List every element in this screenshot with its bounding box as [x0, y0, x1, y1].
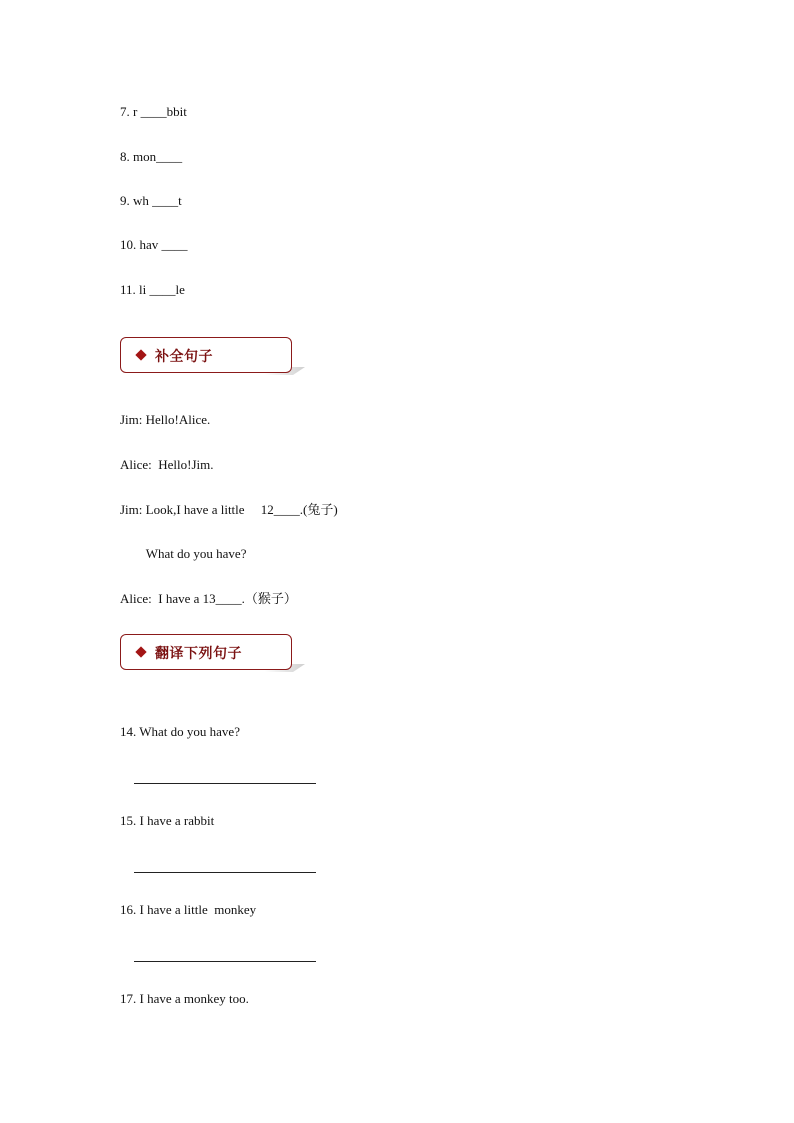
blank-item-8: 8. mon____ [120, 149, 183, 164]
blank-item-9: 9. wh ____t [120, 193, 182, 208]
translate-item-15: 15. I have a rabbit [120, 813, 215, 828]
section-header-translate [120, 634, 292, 670]
answer-line [134, 961, 316, 962]
blank-item-11: 11. li ____le [120, 282, 185, 297]
section-title: 翻译下列句子 [155, 646, 242, 662]
dialogue-line-3: Jim: Look,I have a little 12____.(兔子) [120, 502, 338, 517]
answer-line [134, 872, 316, 873]
section-header-complete [120, 337, 292, 373]
dialogue-line-2: Alice: Hello!Jim. [120, 457, 214, 472]
diamond-bullet-icon [135, 349, 146, 360]
dialogue-line-5: Alice: I have a 13____.（猴子） [120, 591, 297, 606]
blank-item-10: 10. hav ____ [120, 237, 188, 252]
diamond-bullet-icon [135, 646, 146, 657]
dialogue-line-4: What do you have? [120, 546, 247, 561]
translate-item-17: 17. I have a monkey too. [120, 991, 249, 1006]
blank-item-7: 7. r ____bbit [120, 104, 187, 119]
section-title: 补全句子 [155, 349, 213, 365]
translate-item-16: 16. I have a little monkey [120, 902, 257, 917]
translate-item-14: 14. What do you have? [120, 724, 240, 739]
dialogue-line-1: Jim: Hello!Alice. [120, 412, 211, 427]
answer-line [134, 783, 316, 784]
